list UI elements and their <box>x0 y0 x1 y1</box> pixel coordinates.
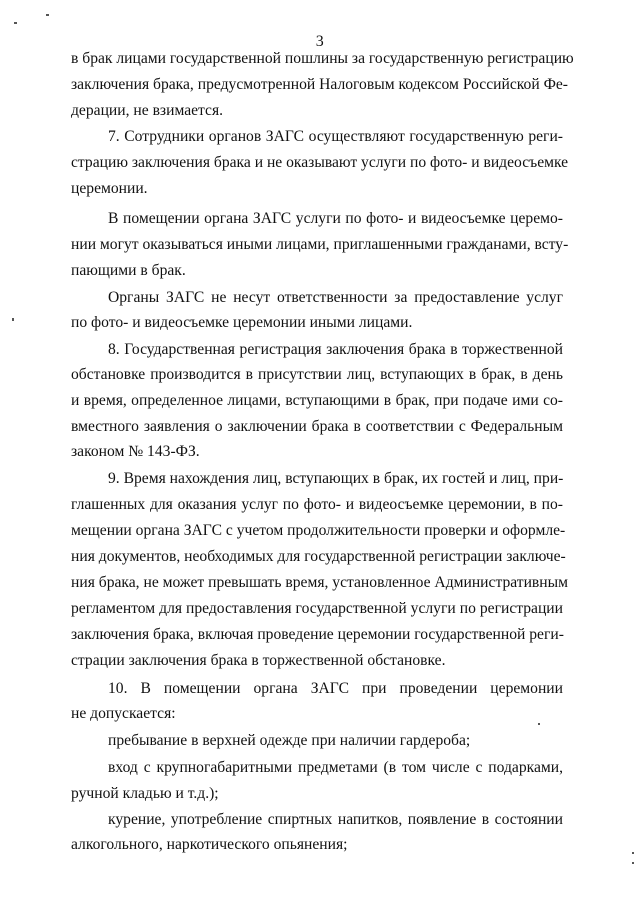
text-line: ручной кладью и т.д.); <box>71 785 219 802</box>
text-line: 7. Сотрудники органов ЗАГС осуществляют государственную реги- <box>108 128 563 145</box>
text-line: вместного заявления о заключении брака в соответствии с Федеральным <box>71 418 563 435</box>
text-line: ния документов, необходимых для государственной регистрации заключе- <box>71 548 566 565</box>
text-line: дерации, не взимается. <box>71 102 224 119</box>
text-line: пающими в брак. <box>71 262 186 279</box>
scan-speck <box>632 852 634 854</box>
text-line: Органы ЗАГС не несут ответственности за предоставление услуг <box>108 289 563 306</box>
text-line: не допускается: <box>71 705 176 722</box>
text-line: мещении органа ЗАГС с учетом продолжительности проверки и оформле- <box>71 522 566 539</box>
text-line: заключения брака, включая проведение церемонии государственной реги- <box>71 626 564 643</box>
text-line: 8. Государственная регистрация заключения брака в торжественной <box>108 341 563 358</box>
text-line: и время, определенное лицами, вступающими в брак, при подаче ими со- <box>71 392 563 409</box>
text-line: В помещении органа ЗАГС услуги по фото- и видеосъемке церемо- <box>108 210 563 227</box>
text-line: нии могут оказываться иными лицами, приглашенными гражданами, всту- <box>71 236 569 253</box>
scan-speck <box>14 22 17 24</box>
page-number: 3 <box>315 33 325 50</box>
scan-speck <box>538 723 540 725</box>
text-line: ния брака, не может превышать время, установленное Административным <box>71 574 568 591</box>
text-line: 9. Время нахождения лиц, вступающих в брак, их гостей и лиц, при- <box>108 470 564 487</box>
text-line: обстановке производится в присутствии лиц, вступающих в брак, в день <box>71 366 563 383</box>
text-line: регламентом для предоставления государственной услуги по регистрации <box>71 600 563 617</box>
scan-speck <box>12 318 14 321</box>
text-line: глашенных для оказания услуг по фото- и видеосъемке церемонии, в по- <box>71 496 563 513</box>
text-line: курение, употребление спиртных напитков, появление в состоянии <box>108 811 563 828</box>
scan-speck <box>632 862 634 864</box>
text-line: заключения брака, предусмотренной Налоговым кодексом Российской Фе- <box>71 76 569 93</box>
scan-speck <box>46 14 49 16</box>
text-line: законом № 143-ФЗ. <box>71 443 200 460</box>
text-line: алкогольного, наркотического опьянения; <box>71 836 348 853</box>
text-line: 10. В помещении органа ЗАГС при проведении церемонии <box>108 680 563 697</box>
text-line: в брак лицами государственной пошлины за государственную регистрацию <box>71 50 574 67</box>
text-line: церемонии. <box>71 180 148 197</box>
text-line: страцию заключения брака и не оказывают услуги по фото- и видеосъемке <box>71 154 569 171</box>
text-line: страции заключения брака в торжественной обстановке. <box>71 652 446 669</box>
text-line: по фото- и видеосъемке церемонии иными лицами. <box>71 314 413 331</box>
text-line: пребывание в верхней одежде при наличии гардероба; <box>108 732 471 749</box>
text-line: вход с крупногабаритными предметами (в том числе с подарками, <box>108 759 563 776</box>
